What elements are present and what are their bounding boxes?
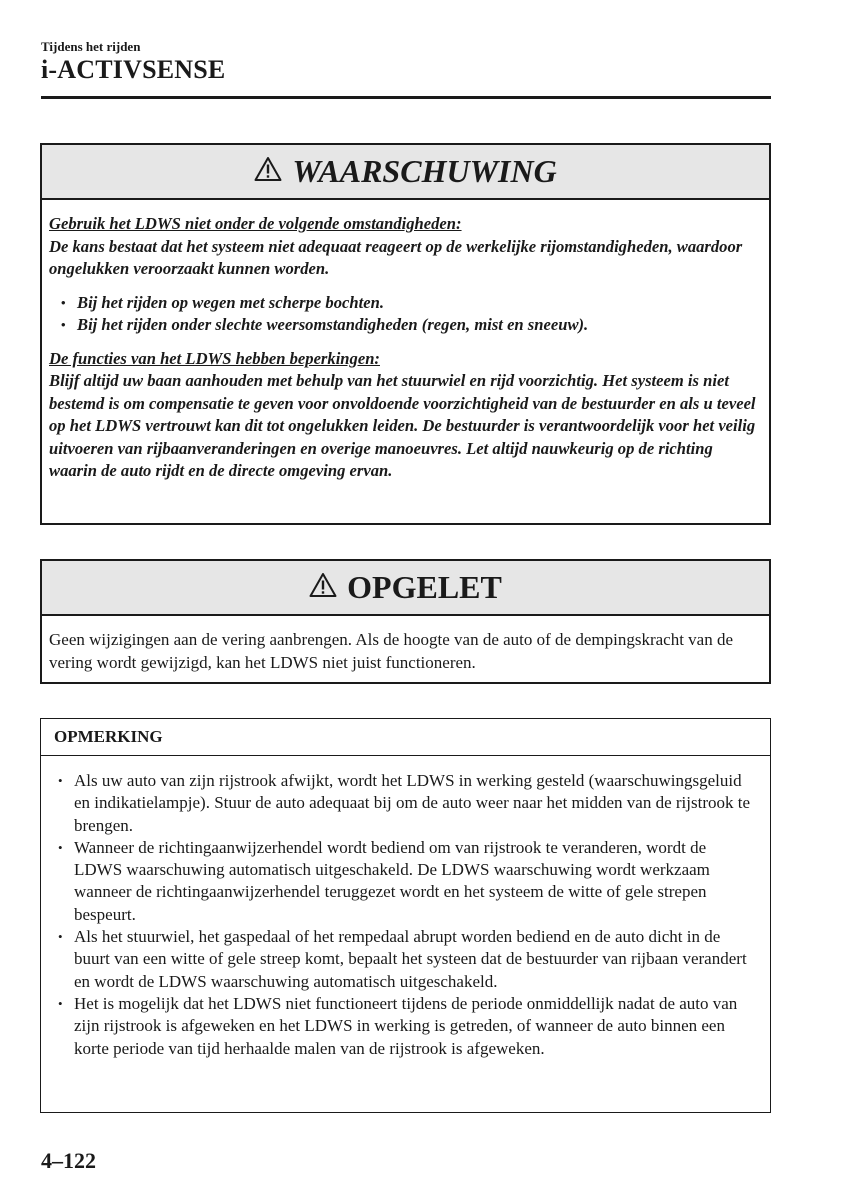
note-box	[40, 718, 771, 1113]
section-label: Tijdens het rijden	[41, 39, 141, 54]
page-number: 4–122	[41, 1148, 96, 1173]
chapter-title: i-ACTIVSENSE	[41, 55, 226, 84]
caution-box	[40, 559, 771, 684]
warning-bullet-list	[49, 292, 762, 337]
caution-title: OPGELET	[347, 569, 502, 605]
caution-text: Geen wijzigingen aan de vering aanbrengen. Als de hoogte van de auto of de dempingskracht van de vering wordt gewijzigd, kan het LDWS niet juist functioneren.	[49, 630, 734, 672]
warning-heading-1: Gebruik het LDWS niet onder de volgende omstandigheden:	[49, 214, 462, 233]
warning-text-2: Blijf altijd uw baan aanhouden met behulp van het stuurwiel en rijd voorzichtig. Het systeem is niet bestemd is om compensatie te geven voor onvoldoende voorzichtigheid van de bestuurder en als u teveel op het LDWS vertrouwt kan dit tot ongelukken leiden. De bestuurder is verantwoordelijk voor het veilig uitvoeren van rijbaanveranderingen en overige manoeuvres. Let altijd nauwkeurig op de richting waarin de auto rijdt en de directe omgeving ervan.	[49, 371, 756, 480]
warning-header	[42, 145, 769, 200]
note-bullet: • Het is mogelijk dat het LDWS niet functioneert tijdens de periode onmiddellijk nadat de auto van zijn rijstrook is afgeweken en het LDWS in werking is getreden, of wanneer de auto binnen een korte periode van tijd herhaalde malen van de rijstrook is afgeweken.	[55, 993, 752, 1060]
caution-header	[42, 561, 769, 616]
warning-bullet: • Bij het rijden onder slechte weersomstandigheden (regen, mist en sneeuw).	[59, 314, 762, 337]
note-body	[41, 756, 770, 1060]
note-bullet: • Wanneer de richtingaanwijzerhendel wordt bediend om van rijstrook te veranderen, wordt de LDWS waarschuwing automatisch uitgeschakeld. De LDWS waarschuwing wordt werkzaam wanneer de richtingaanwijzerhendel teruggezet wordt en het systeem de witte of gele strepen bespeurt.	[55, 837, 752, 926]
warning-text-1: De kans bestaat dat het systeem niet adequaat reageert op de werkelijke rijomstandigheden, waardoor ongelukken veroorzaakt kunnen worden.	[49, 236, 743, 278]
warning-bullet: • Bij het rijden op wegen met scherpe bochten.	[59, 292, 762, 315]
warning-title: WAARSCHUWING	[292, 153, 557, 189]
header-divider	[41, 96, 771, 99]
note-title: OPMERKING	[41, 719, 770, 756]
note-bullet: • Als uw auto van zijn rijstrook afwijkt, wordt het LDWS in werking gesteld (waarschuwingsgeluid en indikatielampje). Stuur de auto adequaat bij om de auto weer naar het midden van de rijstrook te brengen.	[55, 770, 752, 837]
note-bullet-list	[41, 756, 770, 1060]
warning-body	[42, 200, 769, 483]
warning-triangle-icon	[254, 156, 282, 187]
warning-triangle-icon	[309, 572, 337, 603]
warning-box	[40, 143, 771, 525]
note-bullet: • Als het stuurwiel, het gaspedaal of het rempedaal abrupt worden bediend en de auto dicht in de buurt van een witte of gele streep komt, bepaalt het systeen dat de bestuurder van rijbaan verandert en wordt de LDWS waarschuwing automatisch uitgeschakeld.	[55, 926, 752, 993]
warning-heading-2: De functies van het LDWS hebben beperkingen:	[49, 348, 380, 368]
